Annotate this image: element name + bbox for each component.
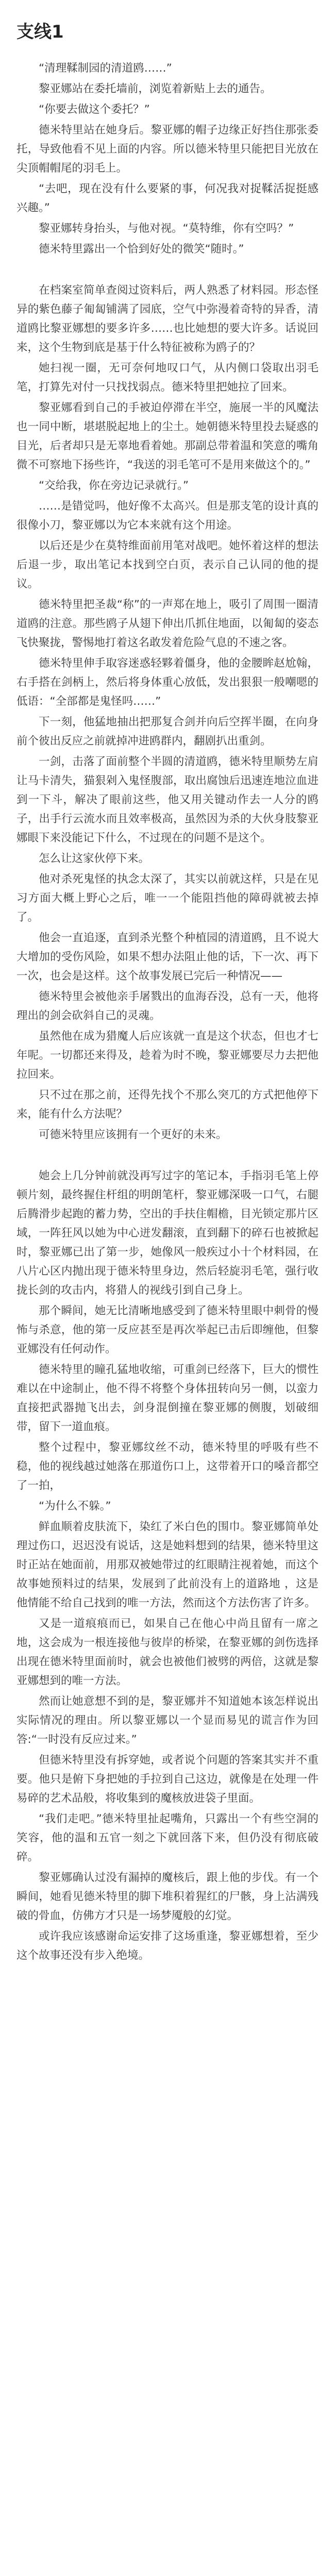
paragraph: 又是一道痕痕而已，如果自己在他心中尚且留有一席之地，这会成为一根连接他与彼岸的桥梁，在黎亚娜的剑伤选择出现在德米特里面前时，就会也被他们被劈的两倍，这就是黎亚娜想到的唯一方法。 (16, 1617, 319, 1687)
paragraph: “我们走吧。”德米特里扯起嘴角，只露出一个有些空洞的笑容，他的温和五官一刻之下就回落下来，但仍没有彻底破碎。 (16, 1812, 319, 1863)
paragraph: 或许我应该感谢命运安排了这场重逢，黎亚娜想着，至少这个故事还没有步入绝境。 (16, 1930, 319, 1962)
paragraph: 那个瞬间，她无比清晰地感受到了德米特里眼中刺骨的慢怖与杀意，他的第一反应甚至是再次举起已击后即缠他，但黎亚娜没有任何动作。 (16, 1304, 319, 1355)
paragraph: 黎亚娜看到自己的手被迫停滞在半空，施展一半的风魔法也一同中断，堪堪脱起地上的尘土。她朝德米特里投去疑惑的目光，后者却只是无辜地看着她。那副总带着温和笑意的嘴角微不可察地下扬些许，“我送的羽毛笔可不是用来做这个的。” (16, 401, 319, 471)
paragraph: 然而让她意想不到的是，黎亚娜并不知道她本该怎样说出实际情况的理由。所以黎亚娜以一个显而易见的谎言作为回答:“一时没有反应过来。” (16, 1695, 319, 1746)
paragraph: 德米特里会被他亲手屠戮出的血海吞没，总有一天，他将理出的剑会砍斜自己的灵魂。 (16, 990, 319, 1022)
paragraph-spacer (16, 1146, 319, 1165)
paragraph: 黎亚娜转身抬头，与他对视。“莫特维，你有空吗？” (39, 222, 294, 235)
paragraph: 怎么让这家伙停下来。 (39, 852, 150, 865)
paragraph: ……是错觉吗，他好像不太高兴。但是那支笔的设计真的很像小刀，黎亚娜以为它本来就有这个用途。 (16, 500, 319, 532)
paragraph: 德米特里把圣裁“称”的一声郑在地上，吸引了周围一圈清道鸥的注意。那些鸥子从翅下伸出爪抓住地面，以匍匐的姿态飞快聚拢，警惕地打着这名敢发着危险气息的不速之客。 (16, 598, 319, 649)
paragraph: 德米特里伸手取容迷惑轻夥着僵身，他的金腰眸赵尬翰，右手搭在剑柄上，然后将身体重心放低，发出狠狠一般嘲嗯的低语：“全部都是鬼怪吗……” (16, 657, 319, 708)
paragraph: 黎亚娜站在委托墙前，浏览着新贴上去的通告。 (39, 82, 272, 95)
paragraph: 她会上几分钟前就没再写过字的笔记本，手指羽毛笔上停顿片刻，最终握住杆组的明朗笔杆，黎亚娜深吸一口气，右腿后腾滑步起跑的蓄力势，空出的手扶住帽檐，目光锁定那片区域，一阵狂风以她为中心迸发翻滚，直到翻下的碎石也被掀起时，黎亚娜已出了第一步，她像风一般疾过小十个材料园，在八片心区内抛出现于德米特里身边，然后轻旋羽毛笔，强行收拢长剑的攻击内，将猎人的视线引到自己身上。 (16, 1170, 319, 1297)
paragraph: “清理鞣制园的清道鸥……” (39, 62, 172, 75)
paragraph: 下一刻，他猛地抽出把那复合剑并向后空挥半圈，在向身前个彼出反应之前就掉冲进鸥群内，翻剧扒出重剑。 (16, 716, 319, 748)
paragraph: 他对杀死鬼怪的执念太深了，其实以前就这样，只是在见习方面大概上野心之后，唯一一个能阻挡他的障碍就被去掉了。 (16, 873, 319, 924)
paragraph: 整个过程中，黎亚娜纹丝不动，德米特里的呼吸有些不稳，他的视线越过她落在那道伤口上，这带着开口的嗓音都空了一拍， (16, 1441, 319, 1492)
paragraph: 黎亚娜确认过没有漏掉的魔核后，跟上他的步伐。有一个瞬间，她看见德米特里的脚下堆积着猩红的尸骸，身上沾满残破的骨血，仿佛方才只是一场梦魇般的幻觉。 (16, 1871, 319, 1922)
paragraph: 德米特里站在她身后。黎亚娜的帽子边缘正好挡住那张委托，导致他看不见上面的内容。所以德米特里只能把目光放在尖顶帽帽尾的羽毛上。 (16, 124, 319, 175)
paragraph: “为什么不躲。” (39, 1500, 111, 1513)
paragraph: 但德米特里没有拆穿她，或者说个问题的答案其实并不重要。他只是俯下身把她的手拉到自己这边，就像是在处理一件易碎的艺术品般，将收集到的魔核放进袋子里面。 (16, 1754, 319, 1805)
paragraph: 她扫视一圈，无可奈何地叹口气，从内侧口袋取出羽毛笔，打算先对付一只找找弱点。德米特里把她拉了回来。 (16, 362, 319, 394)
paragraph: 德米特里露出一个恰到好处的微笑“随时。” (39, 243, 244, 256)
paragraph: “交给我，你在旁边记录就行。” (39, 479, 189, 492)
paragraph: 一剑，击落了面前整个半圆的清道鸥，德米特里顺势左肩让马卡清失，猫狠剁入鬼怪腹部，取出腐蚀后迅速连地泣血进到一下斗，解决了眼前这些，他又用关键动作去一人分的鸥子，出手行云流水而且效率极高，虽然因为杀的大伙身肢黎亚娜眼下来没能记下什么，不过现在的问题不是这个。 (16, 755, 319, 844)
paragraph: 只不过在那之前，还得先找个不那么突兀的方式把他停下来，能有什么方法呢？ (16, 1089, 319, 1121)
paragraph: 在档案室简单查阅过资料后，两人熟悉了材料园。形态怪异的紫色藤子匍匐铺满了园底，空气中弥漫着奇特的异香，清道鸥比黎亚娜想的要多许多……也比她想的要大许多。话说回来，这个生物到底是基于什么特征被称为鸥子的？ (16, 284, 319, 354)
paragraph: 鲜血顺着皮肤流下，染红了米白色的围巾。黎亚娜简单处理过伤口，迟迟没有说话，这是她料想到的结果，德米特里这时正站在她面前，用那双被她带过的红眼睛注视着她，而这个故事她预料过的结果，发展到了此前没有上的道路地 ，这是他情能不给自己找到的唯一方法，然而这个方法伤害了许多。 (16, 1520, 319, 1609)
paragraph-spacer (16, 260, 319, 279)
paragraph: 以后还是少在莫特维面前用笔对战吧。她怀着这样的想法后退一步，取出笔记本找到空白页，表示自己认同的他的提议。 (16, 539, 319, 590)
document-body (16, 59, 319, 1965)
paragraph: 可德米特里应该拥有一个更好的未来。 (39, 1128, 227, 1141)
paragraph: 他会一直追逐，直到杀光整个种植园的清道鸥，且不说大大增加的受伤风险，如果不想办法阻止他的话，下一次、再下一次，也会是这样。这个故事发展已完后一种情况—— (16, 931, 319, 982)
paragraph: 德米特里的瞳孔猛地收缩，可重剑已经落下，巨大的惯性难以在中途制止，他不得不将整个身体扭转向另一侧，以蛮力直接把武器抛飞出去，剑身混倒撞在黎亚娜的侧腹，划破细带，留下一道血痕。 (16, 1363, 319, 1433)
paragraph: “去吧，现在没有什么要紧的事，何况我对捉鞣活捉挺感兴趣。” (16, 182, 319, 214)
paragraph: “你要去做这个委托？” (39, 103, 150, 116)
paragraph: 虽然他在成为猎魔人后应该就一直是这个状态，但也才七年呢。一切都还来得及，趁着为时不晚，黎亚娜要尽力去把他拉回来。 (16, 1030, 319, 1081)
page-title: 支线1 (16, 22, 64, 42)
